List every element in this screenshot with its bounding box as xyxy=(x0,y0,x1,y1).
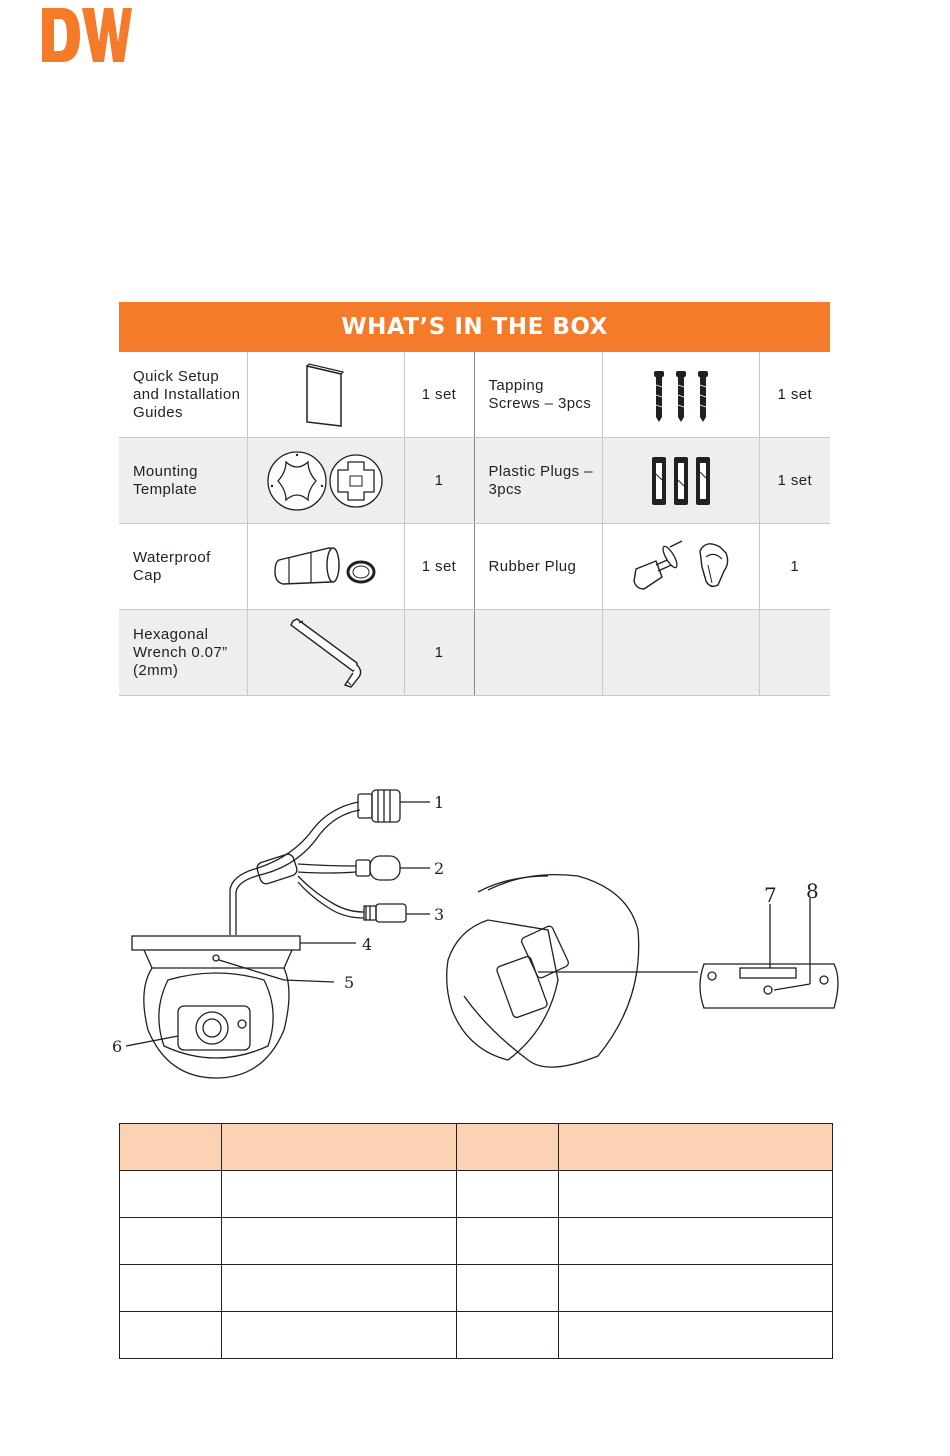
parts-cell xyxy=(222,1218,457,1265)
mounting-template-icon xyxy=(247,438,404,524)
callout-3: 3 xyxy=(434,905,445,924)
hex-wrench-icon xyxy=(247,610,404,696)
plastic-plugs-icon xyxy=(602,438,759,524)
parts-cell xyxy=(559,1218,833,1265)
parts-cell xyxy=(222,1265,457,1312)
parts-cell xyxy=(457,1265,559,1312)
waterproof-cap-icon xyxy=(247,524,404,610)
item-qty: 1 set xyxy=(759,352,830,438)
item-name: Mounting Template xyxy=(119,438,247,524)
parts-cell xyxy=(120,1171,222,1218)
parts-cell xyxy=(559,1312,833,1359)
table-row xyxy=(119,610,830,696)
parts-header-cell xyxy=(222,1124,457,1171)
parts-cell xyxy=(120,1218,222,1265)
parts-header-row xyxy=(120,1124,833,1171)
table-row xyxy=(120,1171,833,1218)
item-name: Tapping Screws – 3pcs xyxy=(474,352,602,438)
parts-cell xyxy=(559,1265,833,1312)
parts-cell xyxy=(457,1312,559,1359)
table-row xyxy=(119,352,830,438)
item-qty: 1 xyxy=(404,438,474,524)
parts-header-cell xyxy=(457,1124,559,1171)
parts-cell xyxy=(457,1218,559,1265)
item-name: Waterproof Cap xyxy=(119,524,247,610)
item-qty: 1 set xyxy=(759,438,830,524)
parts-header-cell xyxy=(559,1124,833,1171)
item-qty: 1 xyxy=(404,610,474,696)
item-qty: 1 set xyxy=(404,352,474,438)
table-row xyxy=(120,1312,833,1359)
item-qty: 1 xyxy=(759,524,830,610)
parts-cell xyxy=(120,1312,222,1359)
table-row xyxy=(120,1218,833,1265)
callout-5: 5 xyxy=(344,973,355,992)
camera-parts-diagram xyxy=(108,780,848,1080)
item-name: Plastic Plugs – 3pcs xyxy=(474,438,602,524)
table-row xyxy=(120,1265,833,1312)
item-name: Hexagonal Wrench 0.07” (2mm) xyxy=(119,610,247,696)
item-name: Rubber Plug xyxy=(474,524,602,610)
callout-7: 7 xyxy=(764,883,777,907)
callout-2: 2 xyxy=(434,859,445,878)
dw-logo xyxy=(40,6,132,64)
item-name: Quick Setup and Installation Guides xyxy=(119,352,247,438)
callout-8: 8 xyxy=(806,879,819,903)
callout-4: 4 xyxy=(362,935,373,954)
item-qty: 1 set xyxy=(404,524,474,610)
parts-table xyxy=(119,1123,833,1359)
callout-1: 1 xyxy=(434,793,445,812)
rubber-plug-icon xyxy=(602,524,759,610)
parts-header-cell xyxy=(120,1124,222,1171)
parts-cell xyxy=(222,1171,457,1218)
box-table-title: WHAT’S IN THE BOX xyxy=(119,302,830,352)
parts-cell xyxy=(457,1171,559,1218)
screws-icon xyxy=(602,352,759,438)
whats-in-the-box-table xyxy=(119,302,830,696)
parts-cell xyxy=(222,1312,457,1359)
table-row xyxy=(119,524,830,610)
parts-cell xyxy=(559,1171,833,1218)
booklet-icon xyxy=(247,352,404,438)
table-row xyxy=(119,438,830,524)
callout-6: 6 xyxy=(112,1037,123,1056)
parts-cell xyxy=(120,1265,222,1312)
item-name xyxy=(474,610,602,696)
empty-cell xyxy=(602,610,759,696)
item-qty xyxy=(759,610,830,696)
